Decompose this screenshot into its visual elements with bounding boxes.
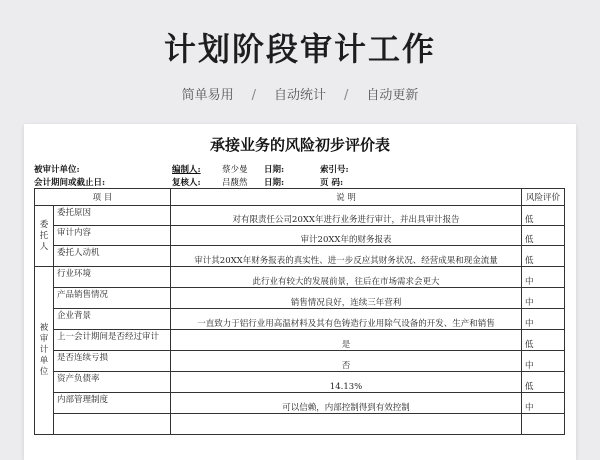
row-item (54, 414, 171, 435)
reviewer-label: 复核人: (172, 178, 201, 188)
feature-auto-update: 自动更新 (366, 88, 419, 103)
col-header-risk: 风险评价 (522, 189, 565, 206)
table-row (35, 226, 565, 246)
table-row (35, 372, 565, 393)
table-row (35, 206, 565, 226)
table-row (35, 414, 565, 435)
row-desc (171, 414, 522, 435)
row-risk (522, 414, 565, 435)
document-sheet (24, 124, 576, 460)
feature-tagline (0, 84, 600, 103)
row-desc: 审计其20XX年财务报表的真实性、进一步反应其财务状况、经营成果和现金流量 (171, 246, 522, 267)
hero-title: 计划阶段审计工作 (163, 30, 436, 68)
period-label: 会计期间或截止日: (34, 178, 106, 188)
row-item: 行业环境 (54, 267, 171, 288)
row-item: 资产负债率 (54, 372, 171, 393)
reviewer-name: 吕馥然 (222, 178, 248, 188)
row-desc: 此行业有较大的发展前景，往后在市场需求会更大 (171, 267, 522, 288)
feature-auto-stat: 自动统计 (273, 88, 326, 103)
row-risk: 中 (522, 351, 565, 372)
row-risk: 低 (522, 246, 565, 267)
index-label: 索引号: (320, 165, 349, 175)
table-row (35, 393, 565, 414)
row-risk: 低 (522, 372, 565, 393)
preparer-name: 蔡少曼 (222, 165, 248, 175)
row-item: 审计内容 (54, 226, 171, 246)
row-item: 产品销售情况 (54, 288, 171, 309)
row-item: 是否连续亏损 (54, 351, 171, 372)
row-desc: 销售情况良好，连续三年营利 (171, 288, 522, 309)
table-row (35, 267, 565, 288)
row-risk: 低 (522, 226, 565, 246)
row-item: 企业背景 (54, 309, 171, 330)
row-desc: 可以信赖，内部控制得到有效控制 (171, 393, 522, 414)
row-desc: 审计20XX年的财务报表 (171, 226, 522, 246)
table-row (35, 351, 565, 372)
row-risk: 中 (522, 309, 565, 330)
row-desc: 对有限责任公司20XX年进行业务进行审计，并出具审计报告 (171, 206, 522, 226)
row-desc: 否 (171, 351, 522, 372)
risk-evaluation-table (34, 188, 565, 435)
row-desc: 14.13% (171, 372, 522, 393)
row-risk: 中 (522, 288, 565, 309)
table-row (35, 246, 565, 267)
row-item: 委托人动机 (54, 246, 171, 267)
separator: / (251, 88, 256, 103)
row-desc: 是 (171, 330, 522, 351)
row-item: 内部管理制度 (54, 393, 171, 414)
row-desc: 一直致力于铝行业用高温材料及其有色铸造行业用除气设备的开发、生产和销售 (171, 309, 522, 330)
row-item: 委托原因 (54, 206, 171, 226)
page-label: 页 码: (320, 178, 344, 188)
col-header-item: 项 目 (35, 189, 171, 206)
table-row (35, 309, 565, 330)
preparer-label: 编制人: (172, 165, 201, 175)
group-label-client: 委托人 (35, 206, 54, 267)
table-row (35, 288, 565, 309)
table-row (35, 330, 565, 351)
row-item: 上一会计期间是否经过审计 (54, 330, 171, 351)
separator: / (344, 88, 349, 103)
row-risk: 中 (522, 267, 565, 288)
feature-easy: 简单易用 (181, 88, 234, 103)
date-label-2: 日期: (264, 178, 285, 188)
date-label-1: 日期: (264, 165, 285, 175)
group-label-auditee: 被审计单位 (35, 267, 54, 435)
row-risk: 低 (522, 330, 565, 351)
auditee-label: 被审计单位: (34, 165, 80, 175)
table-header-row (35, 189, 565, 206)
document-title: 承接业务的风险初步评价表 (209, 136, 390, 154)
row-risk: 低 (522, 206, 565, 226)
col-header-desc: 说 明 (171, 189, 522, 206)
row-risk: 中 (522, 393, 565, 414)
